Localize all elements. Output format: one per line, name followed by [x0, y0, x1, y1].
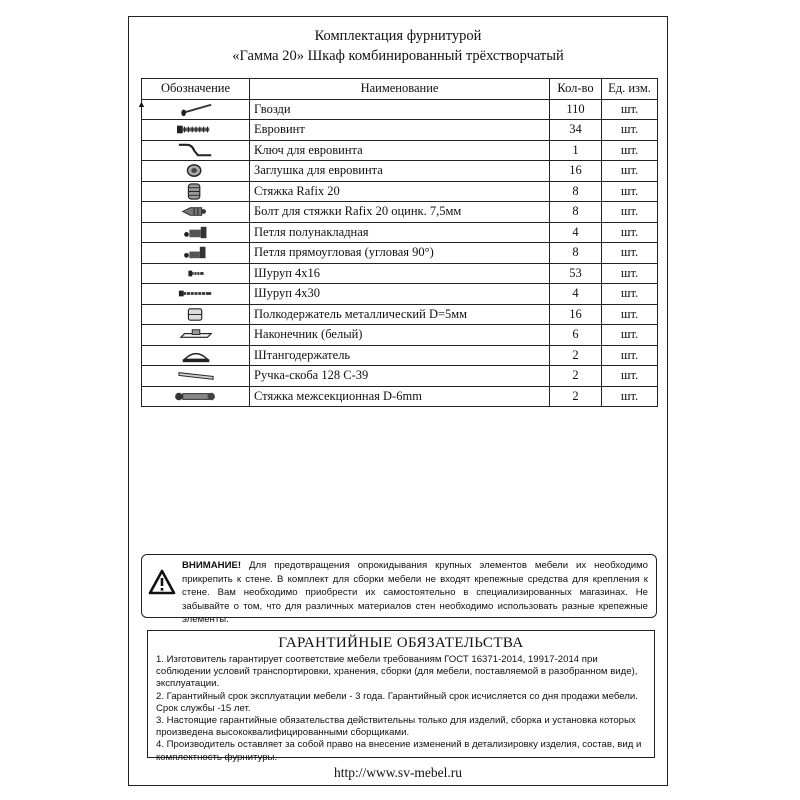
header-designation: Обозначение	[142, 79, 250, 100]
caret-icon: ▲	[137, 99, 146, 109]
overlay-hinge-icon	[168, 223, 224, 242]
row-quantity: 1	[550, 140, 602, 161]
row-name: Наконечник (белый)	[250, 325, 550, 346]
row-unit: шт.	[602, 202, 658, 223]
row-name: Гвозди	[250, 99, 550, 120]
table-row	[142, 161, 658, 182]
row-unit: шт.	[602, 161, 658, 182]
guarantee-item-4: 4. Производитель оставляет за собой право на внесение изменений в детализировку изделия, состав, вид и комплектность фурнитуры.	[156, 739, 642, 763]
row-unit: шт.	[602, 325, 658, 346]
row-icon-cell	[142, 140, 250, 161]
row-quantity: 8	[550, 181, 602, 202]
row-name: Заглушка для евровинта	[250, 161, 550, 182]
guarantee-item-2: 2. Гарантийный срок эксплуатации мебели - 3 года. Гарантийный срок исчисляется со дня продажи мебели. Срок службы -15 лет.	[156, 690, 638, 714]
guarantee-box	[147, 630, 655, 763]
row-icon-cell	[142, 181, 250, 202]
table-row	[142, 284, 658, 305]
rod-holder-icon	[168, 346, 224, 365]
connector-bolt-icon	[168, 202, 224, 221]
row-quantity: 4	[550, 284, 602, 305]
row-name: Шуруп 4х30	[250, 284, 550, 305]
foot-cap-icon	[168, 325, 224, 344]
row-icon-cell	[142, 222, 250, 243]
row-name: Стяжка межсекционная D-6mm	[250, 386, 550, 407]
row-quantity: 2	[550, 345, 602, 366]
row-quantity: 8	[550, 202, 602, 223]
table-row	[142, 243, 658, 264]
short-screw-icon	[168, 264, 224, 283]
row-unit: шт.	[602, 222, 658, 243]
hardware-table	[141, 78, 658, 407]
row-quantity: 6	[550, 325, 602, 346]
row-unit: шт.	[602, 181, 658, 202]
row-unit: шт.	[602, 120, 658, 141]
table-row	[142, 386, 658, 407]
row-name: Штангодержатель	[250, 345, 550, 366]
header-name: Наименование	[250, 79, 550, 100]
row-name: Стяжка Rafix 20	[250, 181, 550, 202]
row-unit: шт.	[602, 386, 658, 407]
warning-text	[182, 559, 648, 627]
table-header-row	[142, 79, 658, 100]
table-row	[142, 181, 658, 202]
hardware-sheet	[128, 16, 668, 786]
cam-connector-icon	[168, 182, 224, 201]
row-quantity: 2	[550, 366, 602, 387]
row-icon-cell	[142, 202, 250, 223]
header-quantity: Кол-во	[550, 79, 602, 100]
row-name: Шуруп 4х16	[250, 263, 550, 284]
row-quantity: 110	[550, 99, 602, 120]
table-row	[142, 140, 658, 161]
table-row	[142, 345, 658, 366]
row-unit: шт.	[602, 263, 658, 284]
row-name: Ручка-скоба 128 С-39	[250, 366, 550, 387]
row-quantity: 4	[550, 222, 602, 243]
row-quantity: 53	[550, 263, 602, 284]
row-icon-cell	[142, 161, 250, 182]
row-unit: шт.	[602, 366, 658, 387]
table-row	[142, 222, 658, 243]
table-row	[142, 304, 658, 325]
header-unit: Ед. изм.	[602, 79, 658, 100]
row-icon-cell	[142, 366, 250, 387]
row-name: Болт для стяжки Rafix 20 оцинк. 7,5мм	[250, 202, 550, 223]
warning-triangle-icon	[148, 569, 176, 595]
cap-icon	[168, 161, 224, 180]
warning-body: Для предотвращения опрокидывания крупных элементов мебели их необходимо прикрепить к стене. В комплект для сборки мебели не входят крепежные средства для крепления к стене. Вам необходимо приобрести их самостоятельно в специализированных магазинах. Не забывайте о том, что для различных материалов стен необходимо использовать разные крепежные элементы.	[182, 560, 648, 626]
website-link[interactable]: http://www.sv-mebel.ru	[333, 765, 463, 780]
long-screw-icon	[168, 284, 224, 303]
eurobolt-icon	[168, 120, 224, 139]
row-unit: шт.	[602, 99, 658, 120]
row-name: Петля прямоугловая (угловая 90°)	[250, 243, 550, 264]
table-row	[142, 202, 658, 223]
table-row	[142, 263, 658, 284]
row-unit: шт.	[602, 243, 658, 264]
hex-key-icon	[168, 141, 224, 160]
row-icon-cell	[142, 284, 250, 305]
row-quantity: 2	[550, 386, 602, 407]
row-icon-cell	[142, 99, 250, 120]
row-name: Ключ для евровинта	[250, 140, 550, 161]
nail-icon	[168, 100, 224, 119]
row-quantity: 8	[550, 243, 602, 264]
row-unit: шт.	[602, 140, 658, 161]
shelf-support-icon	[168, 305, 224, 324]
guarantee-item-3: 3. Настоящие гарантийные обязательства действительны только для изделий, сборка и установка которых произведена высококвалифицированными сборщиками.	[156, 715, 636, 739]
row-quantity: 34	[550, 120, 602, 141]
table-row	[142, 120, 658, 141]
row-icon-cell	[142, 325, 250, 346]
row-name: Евровинт	[250, 120, 550, 141]
sheet-title: Комплектация фурнитурой	[314, 28, 482, 44]
row-icon-cell	[142, 304, 250, 325]
row-icon-cell	[142, 263, 250, 284]
row-unit: шт.	[602, 304, 658, 325]
table-row	[142, 325, 658, 346]
row-quantity: 16	[550, 304, 602, 325]
angle-hinge-icon	[168, 243, 224, 262]
guarantee-item-1: 1. Изготовитель гарантирует соответствие мебели требованиям ГОСТ 16371-2014, 19917-2014 при соблюдении условий транспортировки, хранения, сборки (для мебели, поставляемой в разобранном виде), эксплуатации.	[156, 654, 638, 690]
row-icon-cell	[142, 345, 250, 366]
table-row	[142, 99, 658, 120]
guarantee-title: ГАРАНТИЙНЫЕ ОБЯЗАТЕЛЬСТВА	[278, 635, 524, 651]
row-icon-cell	[142, 243, 250, 264]
row-name: Петля полунакладная	[250, 222, 550, 243]
row-unit: шт.	[602, 284, 658, 305]
sheet-subtitle: «Гамма 20» Шкаф комбинированный трёхстворчатый	[232, 48, 564, 64]
row-icon-cell	[142, 120, 250, 141]
handle-icon	[168, 366, 224, 385]
table-row	[142, 366, 658, 387]
row-unit: шт.	[602, 345, 658, 366]
row-quantity: 16	[550, 161, 602, 182]
row-icon-cell	[142, 386, 250, 407]
row-name: Полкодержатель металлический D=5мм	[250, 304, 550, 325]
warning-box	[141, 554, 657, 626]
warning-lead: ВНИМАНИЕ!	[182, 560, 242, 571]
sectional-tie-icon	[168, 387, 224, 406]
